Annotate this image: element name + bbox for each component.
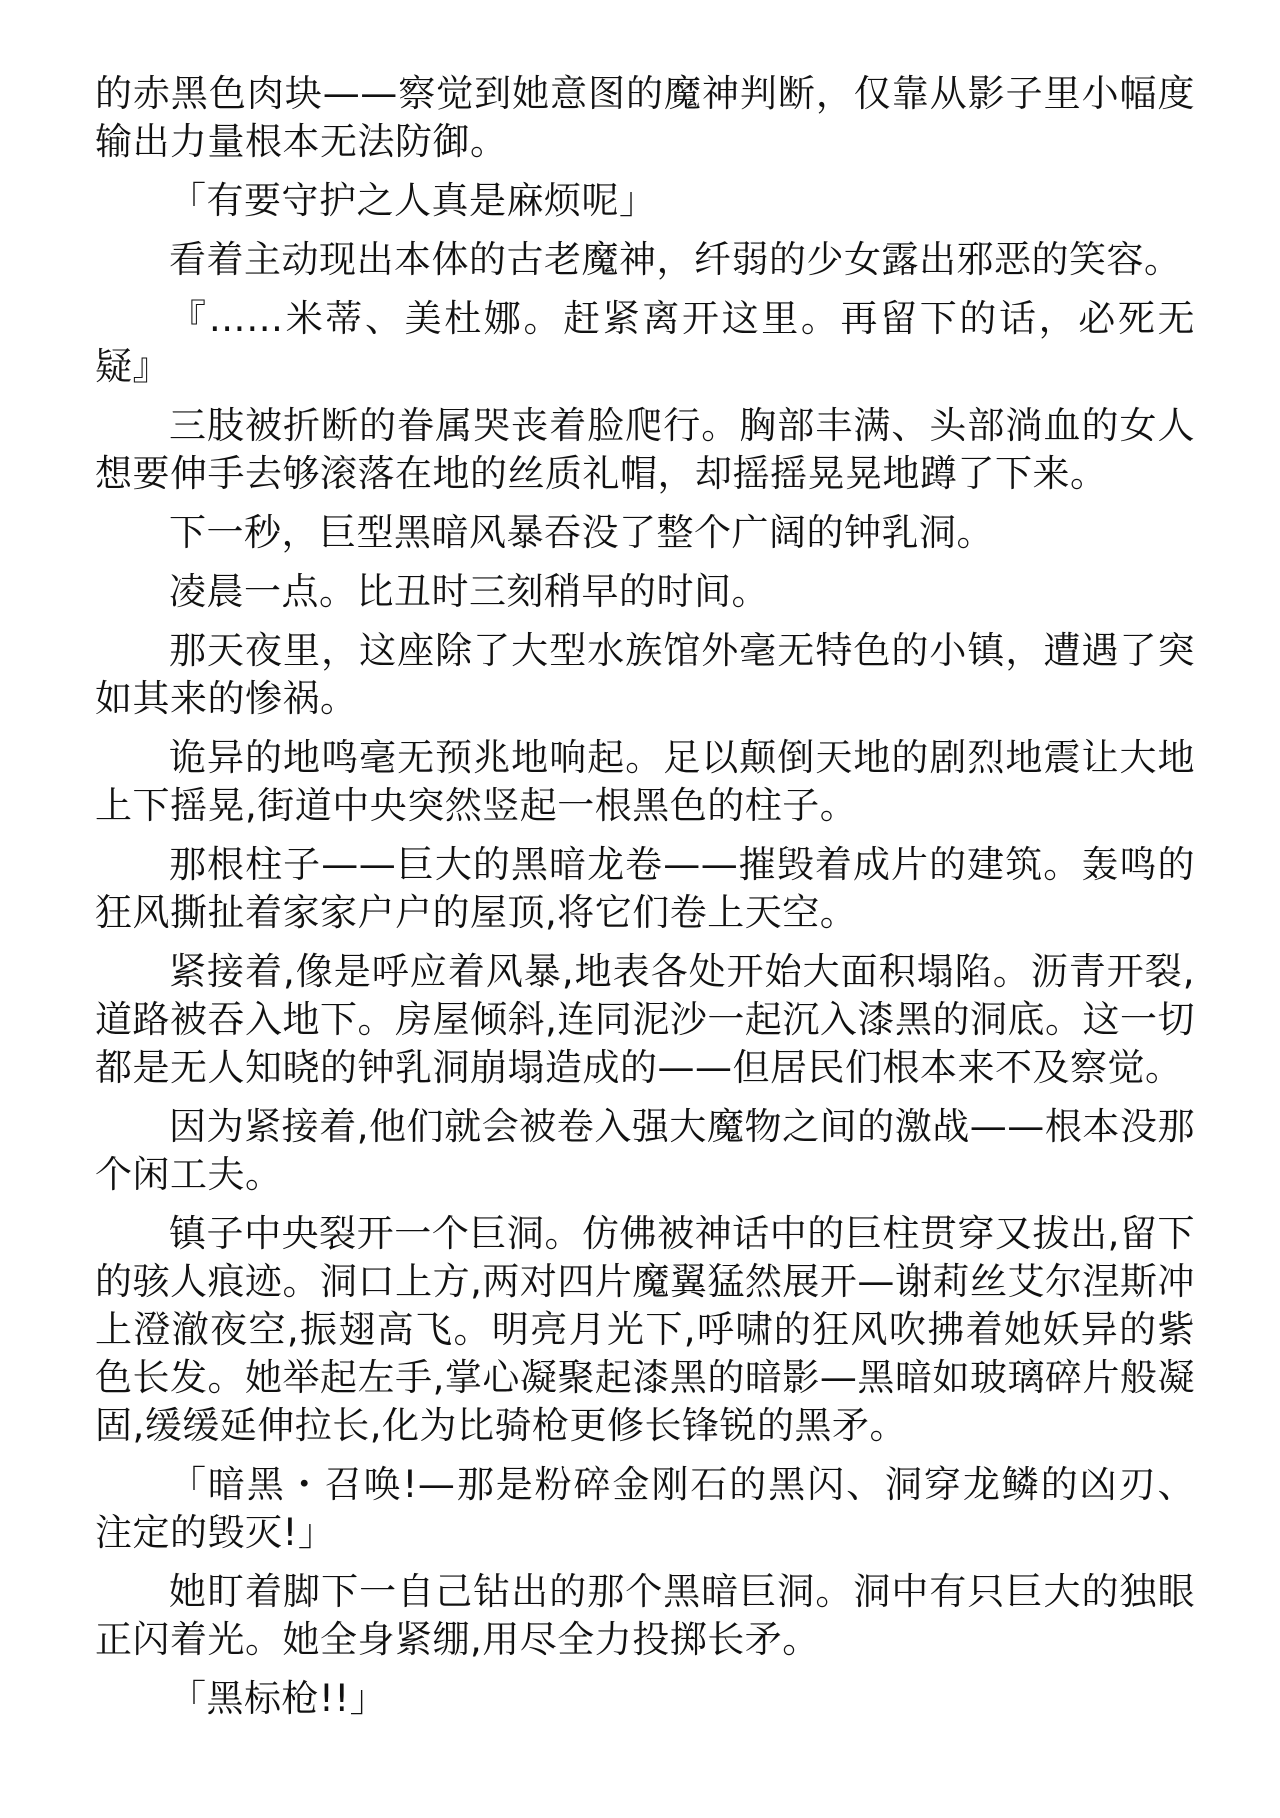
paragraph: 诡异的地鸣毫无预兆地响起。足以颠倒天地的剧烈地震让大地上下摇晃,街道中央突然竖起一根黑色的柱子。 bbox=[95, 736, 1195, 827]
paragraph: 因为紧接着,他们就会被卷入强大魔物之间的激战——根本没那个闲工夫。 bbox=[95, 1105, 1195, 1196]
paragraph: 那根柱子——巨大的黑暗龙卷——摧毁着成片的建筑。轰鸣的狂风撕扯着家家户户的屋顶,将它们卷上天空。 bbox=[95, 843, 1195, 934]
paragraph: 下一秒，巨型黑暗风暴吞没了整个广阔的钟乳洞。 bbox=[169, 511, 994, 554]
paragraph: 紧接着,像是呼应着风暴,地表各处开始大面积塌陷。沥青开裂,道路被吞入地下。房屋倾斜,连同泥沙一起沉入漆黑的洞底。这一切都是无人知晓的钟乳洞崩塌造成的——但居民们根本来不及察觉。 bbox=[95, 950, 1195, 1089]
paragraph: 『……米蒂、美杜娜。赶紧离开这里。再留下的话，必死无疑』 bbox=[95, 297, 1195, 388]
paragraph: 三肢被折断的眷属哭丧着脸爬行。胸部丰满、头部淌血的女人想要伸手去够滚落在地的丝质礼帽，却摇摇晃晃地蹲了下来。 bbox=[95, 404, 1195, 495]
paragraph: 的赤黑色肉块——察觉到她意图的魔神判断，仅靠从影子里小幅度输出力量根本无法防御。 bbox=[95, 72, 1195, 163]
paragraph: 镇子中央裂开一个巨洞。仿佛被神话中的巨柱贯穿又拔出,留下的骇人痕迹。洞口上方,两对四片魔翼猛然展开—谢莉丝艾尔涅斯冲上澄澈夜空,振翅高飞。明亮月光下,呼啸的狂风吹拂着她妖异的紫色长发。她举起左手,掌心凝聚起漆黑的暗影—黑暗如玻璃碎片般凝固,缓缓延伸拉长,化为比骑枪更修长锋锐的黑矛。 bbox=[95, 1212, 1195, 1447]
paragraph: 看着主动现出本体的古老魔神，纤弱的少女露出邪恶的笑容。 bbox=[169, 238, 1182, 281]
paragraph: 那天夜里，这座除了大型水族馆外毫无特色的小镇，遭遇了突如其来的惨祸。 bbox=[95, 629, 1195, 720]
paragraph: 凌晨一点。比丑时三刻稍早的时间。 bbox=[169, 570, 769, 613]
document-body bbox=[95, 70, 1195, 1734]
paragraph: 「黑标枪!!」 bbox=[169, 1677, 388, 1720]
paragraph: 她盯着脚下一自己钻出的那个黑暗巨洞。洞中有只巨大的独眼正闪着光。她全身紧绷,用尽全力投掷长矛。 bbox=[95, 1570, 1195, 1661]
paragraph: 「暗黑・召唤!—那是粉碎金刚石的黑闪、洞穿龙鳞的凶刃、注定的毁灭!」 bbox=[95, 1463, 1195, 1554]
paragraph: 「有要守护之人真是麻烦呢」 bbox=[169, 179, 657, 222]
